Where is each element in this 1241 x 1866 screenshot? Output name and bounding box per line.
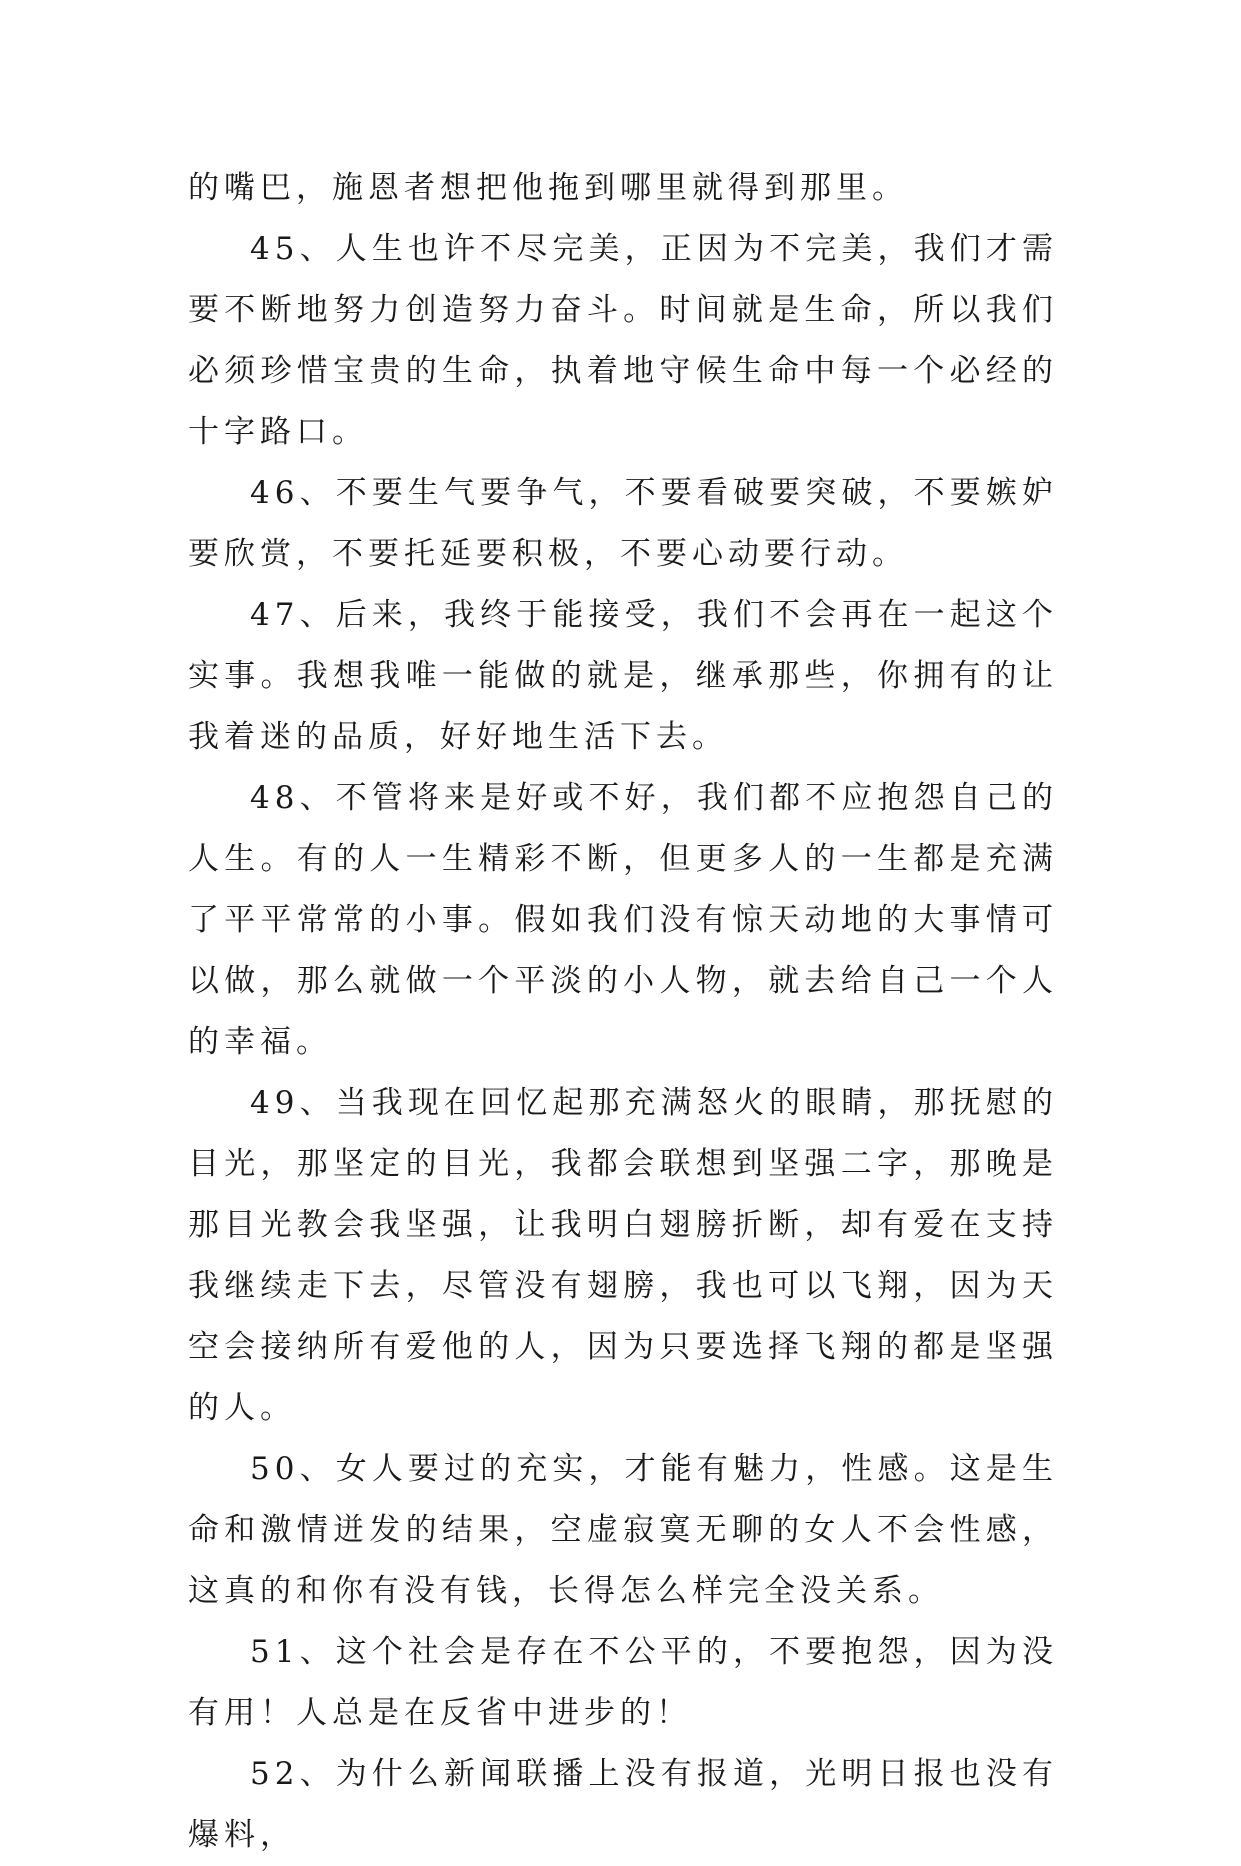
paragraph-item-51: 51、这个社会是存在不公平的，不要抱怨，因为没有用！人总是在反省中进步的！ [188, 1634, 1058, 1731]
paragraph-continuation: 的嘴巴，施恩者想把他拖到哪里就得到那里。 [188, 170, 908, 206]
paragraph-item-52: 52、为什么新闻联播上没有报道，光明日报也没有爆料， [188, 1756, 1058, 1853]
paragraph-item-46: 46、不要生气要争气，不要看破要突破，不要嫉妒要欣赏，不要托延要积极，不要心动要行动。 [188, 475, 1058, 572]
paragraph-item-48: 48、不管将来是好或不好，我们都不应抱怨自己的人生。有的人一生精彩不断，但更多人的一生都是充满了平平常常的小事。假如我们没有惊天动地的大事情可以做，那么就做一个平淡的小人物，就去给自己一个人的幸福。 [188, 780, 1058, 1060]
paragraph-item-50: 50、女人要过的充实，才能有魅力，性感。这是生命和激情迸发的结果，空虚寂寞无聊的女人不会性感，这真的和你有没有钱，长得怎么样完全没关系。 [188, 1451, 1058, 1609]
paragraph-item-45: 45、人生也许不尽完美，正因为不完美，我们才需要不断地努力创造努力奋斗。时间就是生命，所以我们必须珍惜宝贵的生命，执着地守候生命中每一个必经的十字路口。 [188, 231, 1058, 450]
document-body [188, 158, 1058, 1866]
paragraph-item-49: 49、当我现在回忆起那充满怒火的眼睛，那抚慰的目光，那坚定的目光，我都会联想到坚强二字，那晚是那目光教会我坚强，让我明白翅膀折断，却有爱在支持我继续走下去，尽管没有翅膀，我也可以飞翔，因为天空会接纳所有爱他的人，因为只要选择飞翔的都是坚强的人。 [188, 1085, 1058, 1426]
paragraph-item-47: 47、后来，我终于能接受，我们不会再在一起这个实事。我想我唯一能做的就是，继承那些，你拥有的让我着迷的品质，好好地生活下去。 [188, 597, 1058, 755]
